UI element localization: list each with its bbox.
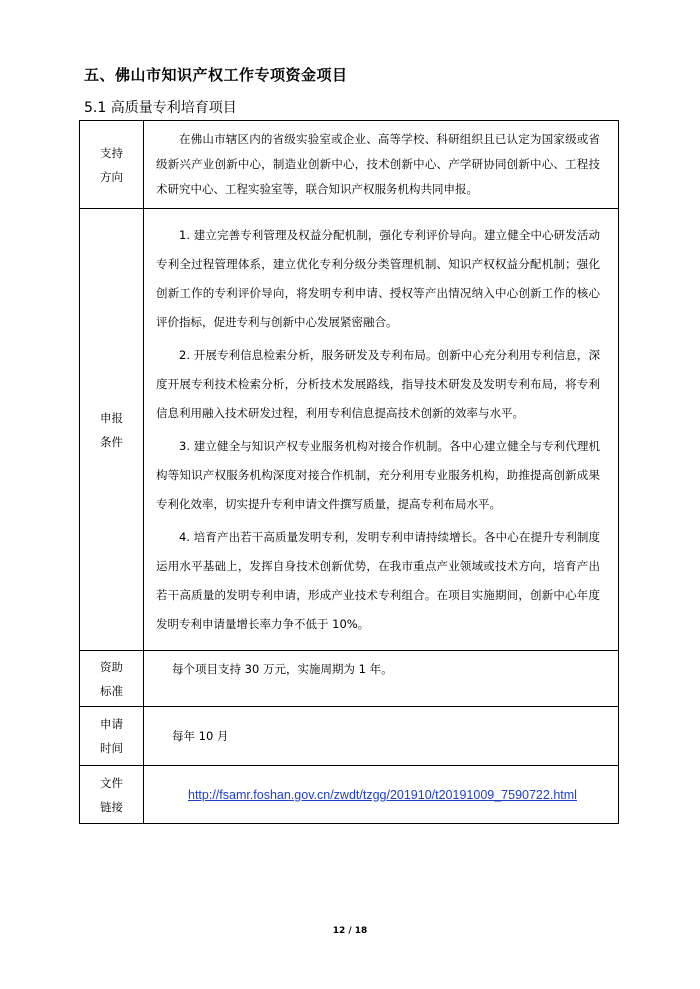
label-support-direction-line2: 方向 (100, 169, 123, 184)
label-document-link-line1: 文件 (100, 775, 123, 790)
condition-item-2: 2. 开展专利信息检索分析，服务研发及专利布局。创新中心充分利用专利信息，深度开展专利技术检索分析，分析技术发展路线，指导技术研发及发明专利布局，将专利信息利用融入技术研发过程，利用专利信息提高技术创新的效率与水平。 (156, 348, 600, 420)
table-row-time (80, 707, 619, 766)
label-application-conditions (80, 209, 144, 651)
table-row-funding (80, 651, 619, 707)
table-row-conditions (80, 209, 619, 651)
label-document-link-line2: 链接 (100, 799, 123, 814)
label-support-direction-line1: 支持 (100, 145, 123, 160)
condition-item-4: 4. 培育产出若干高质量发明专利，发明专利申请持续增长。各中心在提升专利制度运用水平基础上，发挥自身技术创新优势，在我市重点产业领域或技术方向，培育产出若干高质量的发明专利申请，形成产业技术专利组合。在项目实施期间，创新中心年度发明专利申请量增长率力争不低于 10%。 (156, 530, 600, 631)
label-application-time-line2: 时间 (100, 741, 123, 755)
support-direction-text: 在佛山市辖区内的省级实验室或企业、高等学校、科研组织且已认定为国家级或省级新兴产业创新中心，制造业创新中心，技术创新中心、产学研协同创新中心、工程技术研究中心、工程实验室等，联合知识产权服务机构共同申报。 (156, 132, 600, 196)
label-application-conditions-line2: 条件 (100, 434, 123, 449)
application-conditions-cell (144, 209, 619, 651)
table-row-link (80, 766, 619, 824)
document-link-cell (144, 766, 619, 824)
label-funding-standard-line1: 资助 (100, 659, 123, 674)
label-support-direction (80, 121, 144, 209)
label-application-time (80, 707, 144, 766)
label-funding-standard (80, 651, 144, 707)
support-direction-cell (144, 121, 619, 209)
label-funding-standard-line2: 标准 (100, 683, 123, 698)
project-info-table (79, 120, 619, 824)
label-application-conditions-line1: 申报 (100, 410, 123, 425)
document-link[interactable]: http://fsamr.foshan.gov.cn/zwdt/tzgg/201910/t20191009_7590722.html (188, 787, 577, 802)
label-document-link (80, 766, 144, 824)
section-title: 五、佛山市知识产权工作专项资金项目 (84, 66, 348, 84)
funding-standard-text: 每个项目支持 30 万元，实施周期为 1 年。 (172, 662, 393, 676)
table-row-support (80, 121, 619, 209)
funding-standard-cell (144, 651, 619, 707)
application-time-text: 每年 10 月 (172, 729, 229, 743)
condition-item-3: 3. 建立健全与知识产权专业服务机构对接合作机制。各中心建立健全与专利代理机构等知识产权服务机构深度对接合作机制，充分利用专业服务机构，助推提高创新成果专利化效率，切实提升专利申请文件撰写质量，提高专利布局水平。 (156, 439, 600, 511)
application-time-cell (144, 707, 619, 766)
condition-item-1: 1. 建立完善专利管理及权益分配机制，强化专利评价导向。建立健全中心研发活动专利全过程管理体系，建立优化专利分级分类管理机制、知识产权权益分配机制；强化创新工作的专利评价导向，将发明专利申请、授权等产出情况纳入中心创新工作的核心评价指标，促进专利与创新中心发展紧密融合。 (156, 228, 600, 329)
label-application-time-line1: 申请 (100, 717, 123, 731)
page-number: 12 / 18 (332, 926, 368, 936)
sub-title: 5.1 高质量专利培育项目 (84, 100, 237, 116)
